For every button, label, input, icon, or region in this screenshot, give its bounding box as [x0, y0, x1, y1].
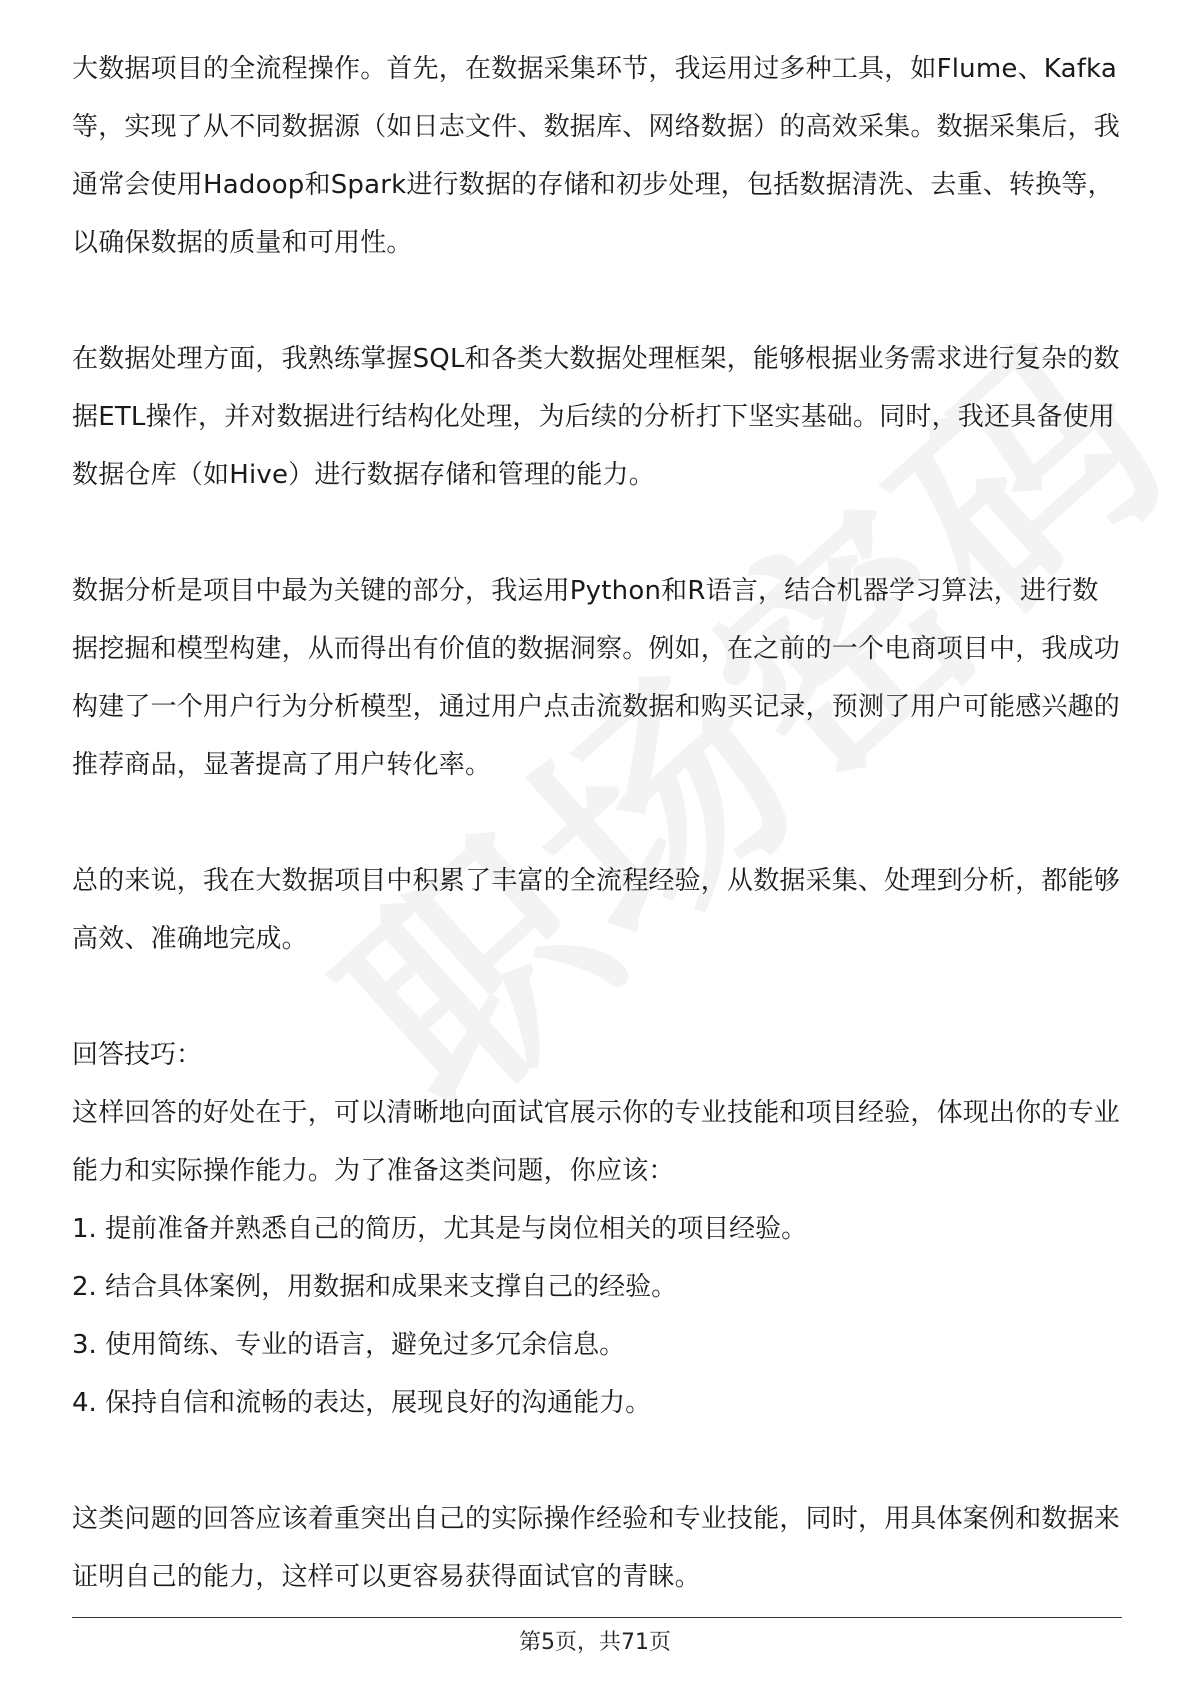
tip-item: 4. 保持自信和流畅的表达，展现良好的沟通能力。	[72, 1388, 652, 1418]
tip-item: 3. 使用简练、专业的语言，避免过多冗余信息。	[72, 1330, 626, 1360]
page-number: 第5页，共71页	[519, 1630, 671, 1655]
tip-item: 2. 结合具体案例，用数据和成果来支撑自己的经验。	[72, 1272, 678, 1302]
paragraph-gap	[72, 1432, 1122, 1490]
paragraph-gap	[72, 272, 1122, 330]
paragraph-data-processing: 在数据处理方面，我熟练掌握SQL和各类大数据处理框架，能够根据业务需求进行复杂的数据ETL操作，并对数据进行结构化处理，为后续的分析打下坚实基础。同时，我还具备使用数据仓库（如Hive）进行数据存储和管理的能力。	[72, 344, 1120, 490]
paragraph-conclusion: 这类问题的回答应该着重突出自己的实际操作经验和专业技能，同时，用具体案例和数据来证明自己的能力，这样可以更容易获得面试官的青睐。	[72, 1504, 1121, 1592]
paragraph-gap	[72, 504, 1122, 562]
paragraph-data-collection: 大数据项目的全流程操作。首先，在数据采集环节，我运用过多种工具，如Flume、Kafka等，实现了从不同数据源（如日志文件、数据库、网络数据）的高效采集。数据采集后，我通常会使用Hadoop和Spark进行数据的存储和初步处理，包括数据清洗、去重、转换等，以确保数据的质量和可用性。	[72, 54, 1121, 258]
paragraph-gap	[72, 968, 1122, 1026]
paragraph-gap	[72, 794, 1122, 852]
paragraph-summary: 总的来说，我在大数据项目中积累了丰富的全流程经验，从数据采集、处理到分析，都能够高效、准确地完成。	[72, 866, 1121, 954]
tips-intro: 这样回答的好处在于，可以清晰地向面试官展示你的专业技能和项目经验，体现出你的专业能力和实际操作能力。为了准备这类问题，你应该：	[72, 1098, 1121, 1186]
document-body	[72, 40, 1122, 1606]
footer-divider	[72, 1617, 1122, 1618]
paragraph-data-analysis: 数据分析是项目中最为关键的部分，我运用Python和R语言，结合机器学习算法，进行数据挖掘和模型构建，从而得出有价值的数据洞察。例如，在之前的一个电商项目中，我成功构建了一个用户行为分析模型，通过用户点击流数据和购买记录，预测了用户可能感兴趣的推荐商品，显著提高了用户转化率。	[72, 576, 1121, 780]
tip-item: 1. 提前准备并熟悉自己的简历，尤其是与岗位相关的项目经验。	[72, 1214, 808, 1244]
tips-heading: 回答技巧：	[72, 1040, 203, 1070]
